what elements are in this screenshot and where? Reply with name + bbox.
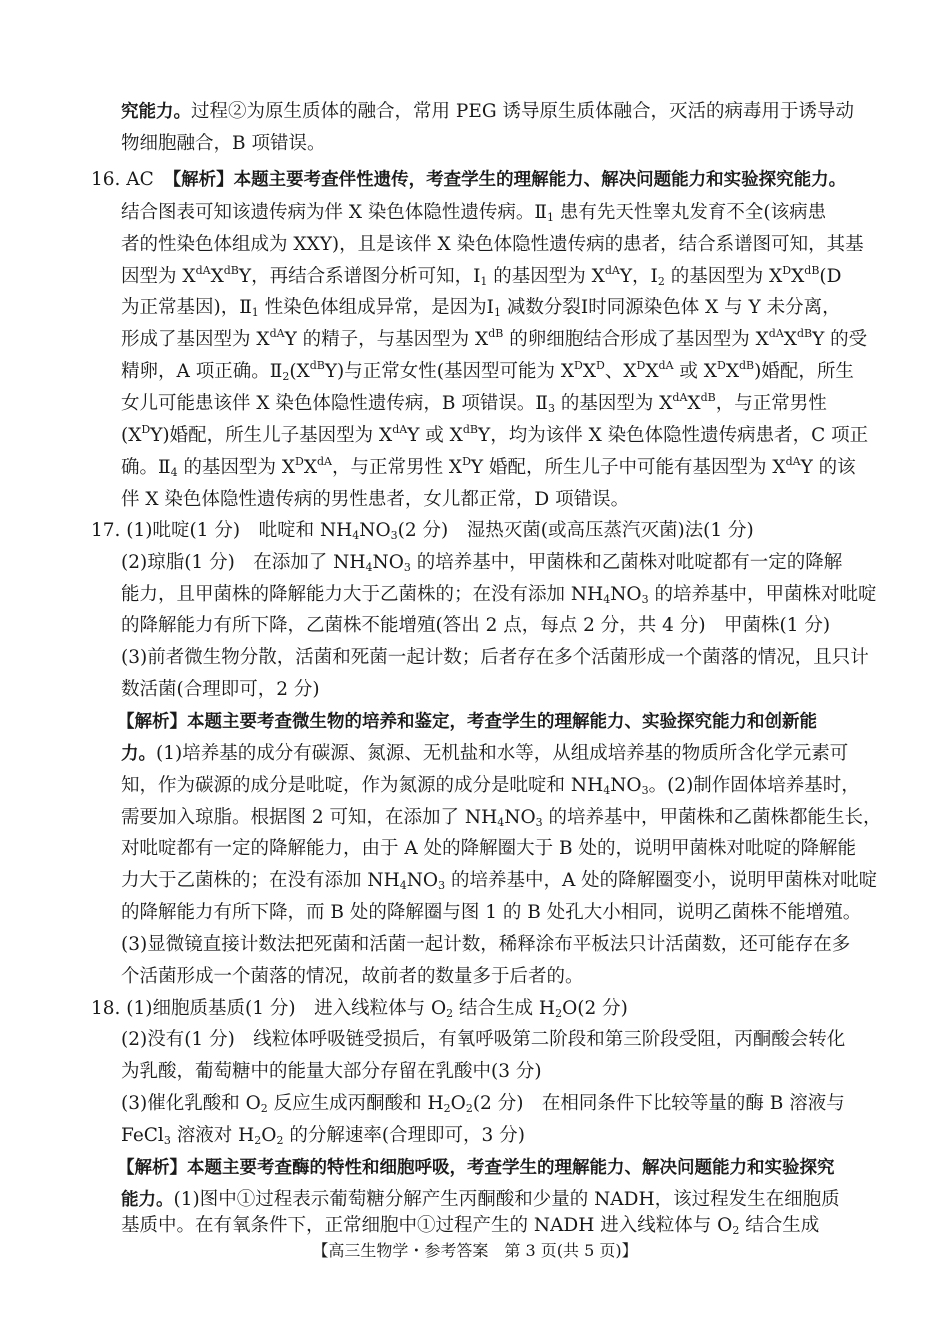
text-line: 力。(1)培养基的成分有碳源、氮源、无机盐和水等，从组成培养基的物质所含化学元素可 xyxy=(121,743,849,764)
text-line: 知，作为碳源的成分是吡啶，作为氮源的成分是吡啶和 $NH_4NO_3$。(2)制作固体培养基时， xyxy=(121,775,860,797)
text-line: (2)琼脂(1 分) 在添加了 $NH_4NO_3$ 的培养基中，甲菌株和乙菌株对吡啶都有一定的降解 xyxy=(121,552,843,574)
text-line: 能力，且甲菌株的降解能力大于乙菌株的；在没有添加 $NH_4NO_3$ 的培养基中，甲菌株对吡啶 xyxy=(121,584,877,606)
analysis-heading: 【解析】本题主要考查微生物的培养和鉴定，考查学生的理解能力、实验探究能力和创新能 xyxy=(117,712,817,732)
text-line: 需要加入琼脂。根据图 2 可知，在添加了 $NH_4NO_3$ 的培养基中，甲菌株和乙菌株都能生长， xyxy=(121,807,882,829)
text-line: 数活菌(合理即可，2 分) xyxy=(121,679,320,700)
text-line: 确。$Ⅱ_4$ 的基因型为 $X^DX^{dA}$，与正常男性 $X^DY$ 婚配，所生儿子中可能有基因型为 $X^{dA}Y$ 的该 xyxy=(121,455,856,479)
text-line: 因型为 $X^{dA}X^{dB}Y$，再结合系谱图分析可知，$Ⅰ_1$ 的基因型为 $X^{dA}Y$，$Ⅰ_2$ 的基因型为 $X^DX^{dB}(D$ xyxy=(121,264,842,288)
text-line: (3)显微镜直接计数法把死菌和活菌一起计数，稀释涂布平板法只计活菌数，还可能存在多 xyxy=(121,934,851,955)
text-line: 究能力。过程②为原生质体的融合，常用 PEG 诱导原生质体融合，灭活的病毒用于诱导动 xyxy=(121,101,854,122)
text-line: 为乳酸，葡萄糖中的能量大部分存留在乳酸中(3 分) xyxy=(121,1061,542,1082)
text-line: $(X^DY)$婚配，所生儿子基因型为 $X^{dA}Y$ 或 $X^{dB}Y$，均为该伴 X 染色体隐性遗传病患者，C 项正 xyxy=(121,423,869,446)
text-line: 结合图表可知该遗传病为伴 X 染色体隐性遗传病。$Ⅱ_1$ 患有先天性睾丸发育不全(该病患 xyxy=(121,202,827,224)
question-16-header: 16. AC 【解析】本题主要考查伴性遗传，考查学生的理解能力、解决问题能力和实验探究能力。 xyxy=(91,169,847,190)
text-line: 伴 X 染色体隐性遗传病的男性患者，女儿都正常，D 项错误。 xyxy=(121,489,630,510)
text-line: (3)前者微生物分散，活菌和死菌一起计数；后者存在多个活菌形成一个菌落的情况，且只计 xyxy=(121,647,869,668)
text-line: 形成了基因型为 $X^{dA}Y$ 的精子，与基因型为 $X^{dB}$ 的卵细胞结合形成了基因型为 $X^{dA}X^{dB}Y$ 的受 xyxy=(121,327,868,350)
text-line: 物细胞融合，B 项错误。 xyxy=(121,133,326,154)
text-line: 基质中。在有氧条件下，正常细胞中①过程产生的 NADH 进入线粒体与 $O_2$ 结合生成 xyxy=(121,1215,820,1237)
text-line: FeCl$_3$ 溶液对 $H_2O_2$ 的分解速率(合理即可，3 分) xyxy=(121,1125,525,1147)
text-line: (3)催化乳酸和 $O_2$ 反应生成丙酮酸和 $H_2O_2(2$ 分) 在相同条件下比较等量的酶 B 溶液与 xyxy=(121,1093,845,1115)
text-line: 对吡啶都有一定的降解能力，由于 A 处的降解圈大于 B 处的，说明甲菌株对吡啶的降解能 xyxy=(121,838,856,859)
text-line: 力大于乙菌株的；在没有添加 $NH_4NO_3$ 的培养基中，A 处的降解圈变小，说明甲菌株对吡啶 xyxy=(121,870,878,892)
page-footer: 【高三生物学・参考答案 第 3 页(共 5 页)】 xyxy=(312,1241,638,1260)
text-line: (2)没有(1 分) 线粒体呼吸链受损后，有氧呼吸第二阶段和第三阶段受阻，丙酮酸会转化 xyxy=(121,1029,846,1050)
text-line: 女儿可能患该伴 X 染色体隐性遗传病，B 项错误。$Ⅱ_3$ 的基因型为 $X^{dA}X^{dB}$，与正常男性 xyxy=(121,391,827,415)
text-line: 的降解能力有所下降，而 B 处的降解圈与图 1 的 B 处孔大小相同，说明乙菌株不能增殖。 xyxy=(121,902,862,923)
text-line: 能力。(1)图中①过程表示葡萄糖分解产生丙酮酸和少量的 NADH，该过程发生在细胞质 xyxy=(121,1189,840,1210)
text-line: 的降解能力有所下降，乙菌株不能增殖(答出 2 点，每点 2 分，共 4 分) 甲菌株(1 分) xyxy=(121,615,831,636)
text-line: 为正常基因)，$Ⅱ_1$ 性染色体组成异常，是因为$Ⅰ_1$ 减数分裂Ⅰ时同源染色体 X 与 Y 未分离， xyxy=(121,297,841,319)
text-line: 者的性染色体组成为 XXY)，且是该伴 X 染色体隐性遗传病的患者，结合系谱图可知，其基 xyxy=(121,234,864,255)
text-line: 精卵，A 项正确。$Ⅱ_2(X^{dB}Y)$与正常女性(基因型可能为 $X^DX^D$、$X^DX^{dA}$ 或 $X^DX^{dB}$)婚配，所生 xyxy=(121,359,854,383)
question-17-header: 17. (1)吡啶(1 分) 吡啶和 $NH_4NO_3(2$ 分) 湿热灭菌(或高压蒸汽灭菌)法(1 分) xyxy=(91,520,754,542)
analysis-heading: 【解析】本题主要考查酶的特性和细胞呼吸，考查学生的理解能力、解决问题能力和实验探究 xyxy=(117,1158,835,1178)
text-line: 个活菌形成一个菌落的情况，故前者的数量多于后者的。 xyxy=(121,966,584,987)
question-18-header: 18. (1)细胞质基质(1 分) 进入线粒体与 $O_2$ 结合生成 $H_2O(2$ 分) xyxy=(91,998,628,1020)
